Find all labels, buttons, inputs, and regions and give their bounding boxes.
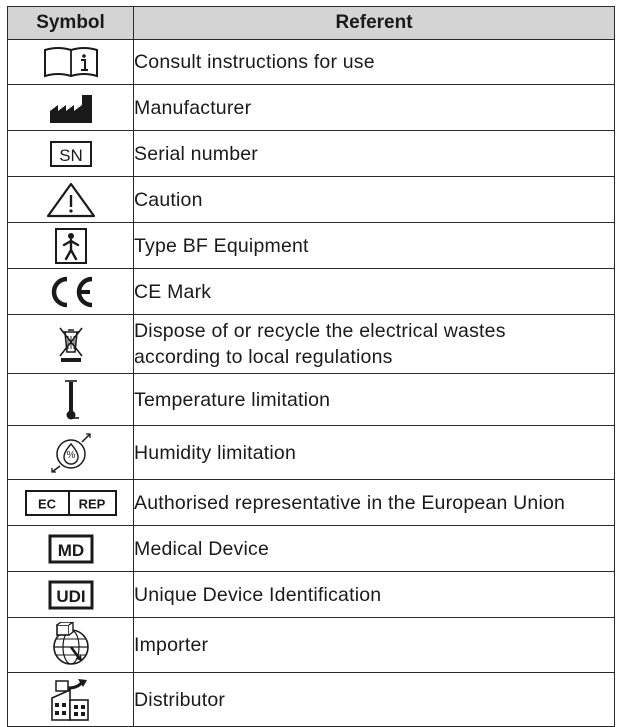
referent-cell: Humidity limitation — [134, 426, 615, 480]
manufacturer-icon — [48, 91, 94, 125]
table-row — [8, 673, 615, 727]
table-row — [8, 177, 615, 223]
table-row — [8, 572, 615, 618]
header-row — [8, 7, 615, 40]
referent-cell: Medical Device — [134, 526, 615, 572]
table-row — [8, 426, 615, 480]
referent-cell: Importer — [134, 618, 615, 673]
table-row — [8, 315, 615, 374]
referent-cell — [134, 315, 615, 374]
referent-line-1: Dispose of or recycle the electrical wastes — [134, 320, 506, 342]
serial-number-icon — [49, 140, 93, 168]
table-row — [8, 85, 615, 131]
udi-icon-text: UDI — [55, 586, 86, 606]
table-row — [8, 223, 615, 269]
referent-cell: Manufacturer — [134, 85, 615, 131]
table-row — [8, 374, 615, 426]
table-row — [8, 480, 615, 526]
table-row — [8, 526, 615, 572]
type-bf-equipment-icon — [54, 227, 88, 265]
table-row — [8, 618, 615, 673]
referent-cell: Authorised representative in the European Union — [134, 480, 615, 526]
distributor-icon — [48, 678, 94, 722]
referent-cell: Type BF Equipment — [134, 223, 615, 269]
referent-cell: Consult instructions for use — [134, 40, 615, 85]
symbols-table — [7, 6, 615, 727]
referent-cell: Serial number — [134, 131, 615, 177]
weee-crossed-bin-icon — [56, 324, 86, 364]
symbol-column-header: Symbol — [8, 7, 134, 40]
temperature-limit-icon — [59, 378, 83, 422]
referent-cell: Distributor — [134, 673, 615, 727]
serial-number-icon-text: SN — [58, 145, 83, 165]
medical-device-icon — [48, 534, 94, 564]
caution-icon — [45, 181, 97, 219]
table-row — [8, 40, 615, 85]
ec-rep-icon-ec-text: EC — [37, 496, 56, 511]
consult-instructions-icon — [40, 45, 102, 79]
referent-column-header: Referent — [134, 7, 615, 40]
ec-rep-icon — [25, 489, 117, 517]
table-row — [8, 269, 615, 315]
referent-cell: Caution — [134, 177, 615, 223]
referent-cell: Temperature limitation — [134, 374, 615, 426]
humidity-limit-icon — [48, 431, 94, 475]
table-row — [8, 131, 615, 177]
udi-icon — [48, 580, 94, 610]
referent-line-2: according to local regulations — [134, 346, 393, 368]
medical-device-icon-text: MD — [57, 540, 84, 560]
ec-rep-icon-rep-text: REP — [78, 496, 105, 511]
referent-cell: CE Mark — [134, 269, 615, 315]
referent-cell: Unique Device Identification — [134, 572, 615, 618]
ce-mark-icon — [45, 275, 97, 309]
humidity-icon-text: % — [66, 449, 75, 461]
importer-icon — [48, 622, 94, 668]
